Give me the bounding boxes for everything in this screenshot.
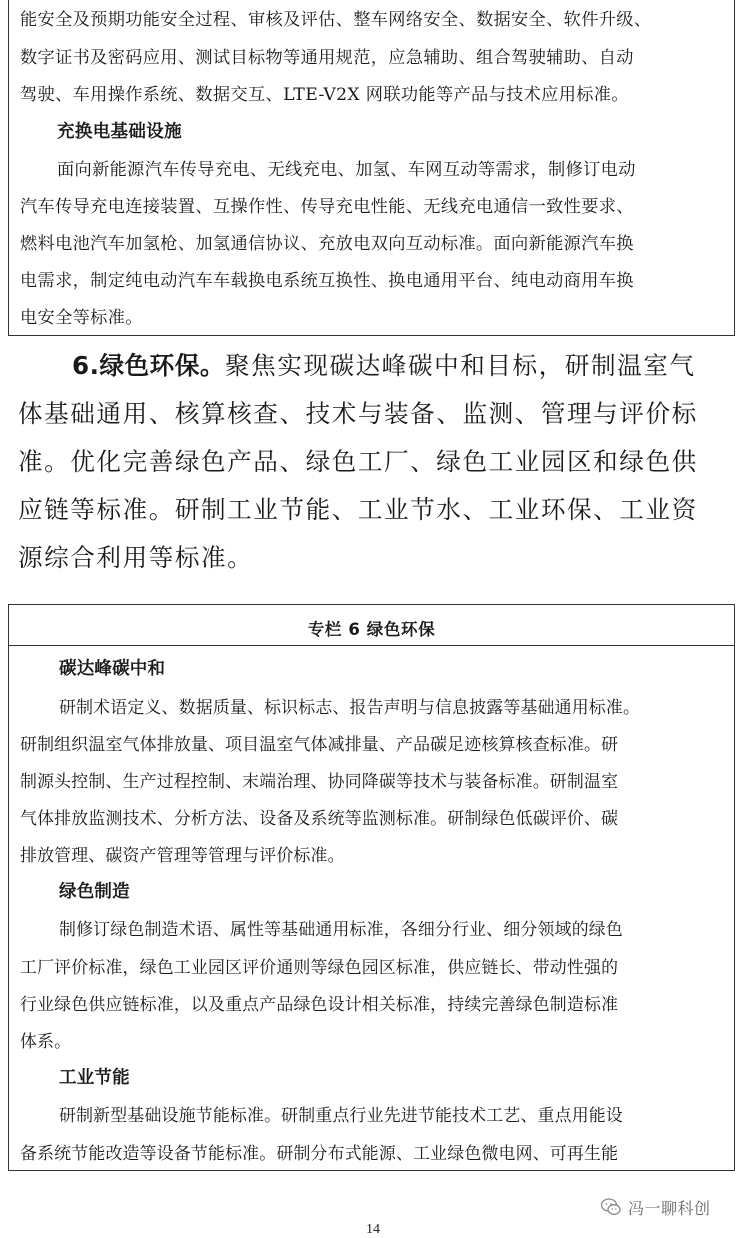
section-heading-charging: 充换电基础设施 xyxy=(57,122,182,142)
column-line: 工厂评价标准，绿色工业园区评价通则等绿色园区标准，供应链长、带动性强的 xyxy=(20,957,619,977)
top-content-box xyxy=(8,0,735,336)
top-box-line: 数字证书及密码应用、测试目标物等通用规范，应急辅助、组合驾驶辅助、自动 xyxy=(20,48,634,68)
top-box-line: 汽车传导充电连接装置、互操作性、传导充电性能、无线充电通信一致性要求、 xyxy=(20,197,634,217)
body-line: 源综合利用等标准。 xyxy=(18,543,254,572)
column-line: 备系统节能改造等设备节能标准。研制分布式能源、工业绿色微电网、可再生能 xyxy=(20,1143,619,1163)
column-line: 体系。 xyxy=(20,1031,72,1051)
page-number: 14 xyxy=(366,1222,380,1237)
column-title-row xyxy=(9,605,734,646)
column-line: 气体排放监测技术、分析方法、设备及系统等监测标准。研制绿色低碳评价、碳 xyxy=(20,808,619,828)
top-box-line: 电需求，制定纯电动汽车车载换电系统互换性、换电通用平台、纯电动商用车换 xyxy=(20,271,634,291)
watermark xyxy=(600,1196,711,1218)
column-line: 研制术语定义、数据质量、标识标志、报告声明与信息披露等基础通用标准。 xyxy=(59,697,641,717)
body-line-1 xyxy=(72,350,696,382)
body-lead-heading: 6.绿色环保。 xyxy=(72,351,225,380)
column-title: 专栏 6 绿色环保 xyxy=(307,620,436,639)
top-box-line: 驾驶、车用操作系统、数据交互、LTE-V2X 网联功能等产品与技术应用标准。 xyxy=(20,85,629,105)
body-line: 体基础通用、核算核查、技术与装备、监测、管理与评价标 xyxy=(18,399,698,428)
top-box-line: 电安全等标准。 xyxy=(20,308,143,328)
column-line: 行业绿色供应链标准，以及重点产品绿色设计相关标准，持续完善绿色制造标准 xyxy=(20,994,619,1014)
body-line: 应链等标准。研制工业节能、工业节水、工业环保、工业资 xyxy=(18,495,698,524)
watermark-text: 冯一聊科创 xyxy=(628,1198,711,1218)
column-box-green xyxy=(8,604,735,1171)
column-line: 排放管理、碳资产管理等管理与评价标准。 xyxy=(20,845,345,865)
column-line: 研制组织温室气体排放量、项目温室气体减排量、产品碳足迹核算核查标准。研 xyxy=(20,734,619,754)
column-line: 制源头控制、生产过程控制、末端治理、协同降碳等技术与装备标准。研制温室 xyxy=(20,771,619,791)
section-heading: 碳达峰碳中和 xyxy=(59,659,166,679)
wechat-icon xyxy=(600,1196,622,1218)
section-heading: 绿色制造 xyxy=(59,882,130,902)
section-heading: 工业节能 xyxy=(59,1068,130,1088)
top-box-line: 面向新能源汽车传导充电、无线充电、加氢、车网互动等需求，制修订电动 xyxy=(57,160,636,180)
body-line: 准。优化完善绿色产品、绿色工厂、绿色工业园区和绿色供 xyxy=(18,447,698,476)
column-line: 制修订绿色制造术语、属性等基础通用标准，各细分行业、细分领域的绿色 xyxy=(59,919,623,939)
top-box-line: 能安全及预期功能安全过程、审核及评估、整车网络安全、数据安全、软件升级、 xyxy=(20,10,652,30)
top-box-line: 燃料电池汽车加氢枪、加氢通信协议、充放电双向互动标准。面向新能源汽车换 xyxy=(20,234,634,254)
body-line-1-text: 聚焦实现碳达峰碳中和目标，研制温室气 xyxy=(224,351,696,380)
column-line: 研制新型基础设施节能标准。研制重点行业先进节能技术工艺、重点用能设 xyxy=(59,1105,623,1125)
